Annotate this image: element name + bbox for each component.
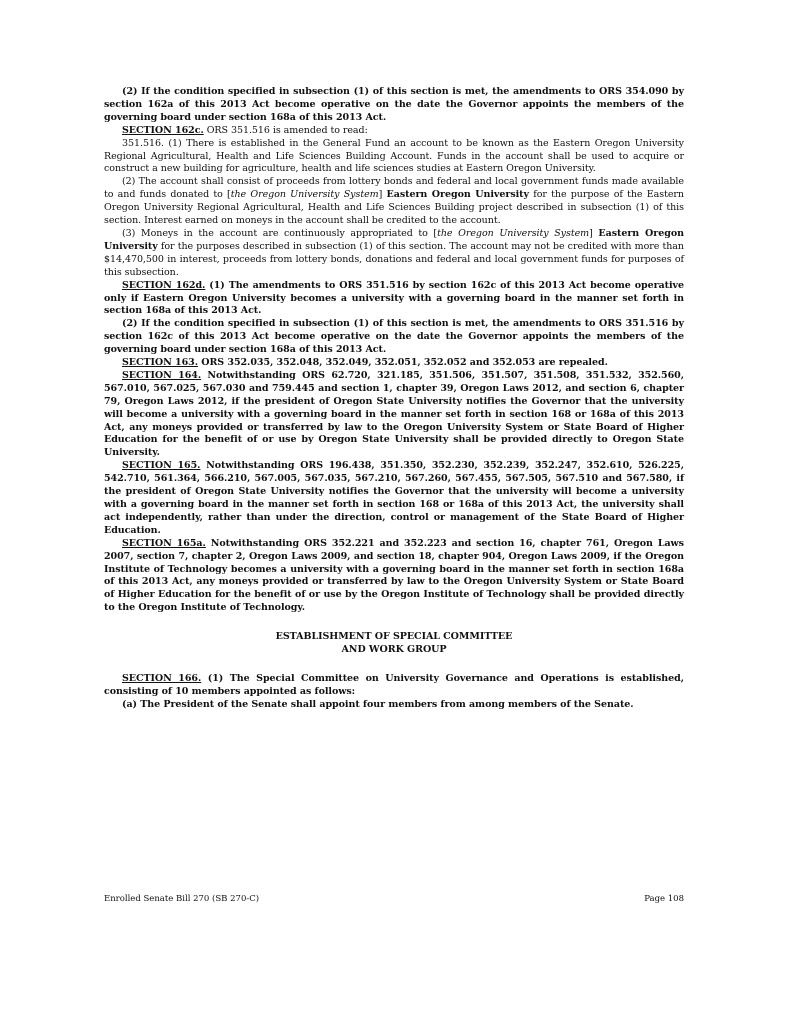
section-162d-para2: (2) If the condition specified in subsection (1) of this section is met, the amendments to ORS 351.516 by section 162c of this 2013 Act become operative on the date the Governor appoints the members of the governing board under section 168a of this 2013 Act.	[104, 318, 684, 356]
footer-page-number: Page 108	[644, 894, 684, 904]
sub2-text-a: (2) The account shall consist of proceeds from lottery bonds and federal and local government funds made available to and funds donated to [	[104, 176, 684, 201]
section-166-label: SECTION 166.	[122, 672, 202, 684]
section-164-text: Notwithstanding ORS 62.720, 321.185, 351.506, 351.507, 351.508, 351.532, 352.560, 567.010, 567.025, 567.030 and 759.445 and section 1, chapter 39, Oregon Laws 2012, and section 6, chapter 79, Oregon Laws 2012, if the president of Oregon State University notifies the Governor that the university will become a university with a governing board in the manner set forth in section 168 or 168a of this 2013 Act, any moneys provided or transferred by law to the Oregon University System or State Board of Higher Education for the benefit of or use by Oregon State University shall be provided directly to Oregon State University.	[104, 369, 685, 459]
sub2-deleted-text: the Oregon University System	[230, 189, 379, 201]
sub3-text-b: ]	[589, 227, 599, 239]
sub2-text-b: ]	[378, 189, 387, 201]
heading-line-1: ESTABLISHMENT OF SPECIAL COMMITTEE	[275, 631, 513, 643]
section-162c-intro	[104, 125, 684, 138]
section-162c-sub2	[104, 176, 684, 228]
section-162d-label: SECTION 162d.	[122, 279, 206, 291]
section-162c-sub3	[104, 228, 684, 280]
section-162d-para1	[104, 280, 684, 319]
section-165-label: SECTION 165.	[122, 460, 201, 472]
section-heading	[104, 631, 684, 657]
section-163-label: SECTION 163.	[122, 357, 198, 369]
section-165a-text: Notwithstanding ORS 352.221 and 352.223 and section 16, chapter 761, Oregon Laws 2007, section 7, chapter 2, Oregon Laws 2009, and section 18, chapter 904, Oregon Laws 2009, if the Oregon Institute of Technology becomes a university with a governing board in the manner set forth in section 168a of this 2013 Act, any moneys provided or transferred by law to the Oregon University System or State Board of Higher Education for the benefit of or use by the Oregon Institute of Technology shall be provided directly to the Oregon Institute of Technology.	[104, 537, 684, 614]
sub3-text-a: (3) Moneys in the account are continuously appropriated to [	[122, 227, 438, 239]
paragraph-162a-condition: (2) If the condition specified in subsection (1) of this section is met, the amendments to ORS 354.090 by section 162a of this 2013 Act become operative on the date the Governor appoints the members of the governing board under section 168a of this 2013 Act.	[104, 86, 684, 123]
section-164	[104, 370, 684, 460]
document-page	[104, 86, 684, 712]
sub3-text-c: for the purposes described in subsection (1) of this section. The account may not be credited with more than $14,470,500 in interest, proceeds from lottery bonds, donations and federal and local government funds for purposes of this subsection.	[104, 240, 684, 278]
section-163	[104, 357, 684, 370]
section-164-label: SECTION 164.	[122, 369, 202, 381]
section-165-text: Notwithstanding ORS 196.438, 351.350, 352.230, 352.239, 352.247, 352.610, 526.225, 542.710, 561.364, 566.210, 567.005, 567.035, 567.210, 567.260, 567.455, 567.505, 567.510 and 567.580, if the president of Oregon State University notifies the Governor that the university will become a university with a governing board in the manner set forth in section 168 or 168a of this 2013 Act, the university shall act independently, rather than under the direction, control or management of the State Board of Higher Education.	[104, 460, 684, 536]
section-166-para1	[104, 673, 684, 699]
footer-bill-name: Enrolled Senate Bill 270 (SB 270-C)	[104, 894, 260, 904]
sub2-inserted-text: Eastern Oregon University	[386, 189, 529, 201]
page-footer	[104, 894, 684, 908]
sub3-inserted-text: Eastern Oregon University	[104, 227, 684, 252]
sub3-deleted-text: the Oregon University System	[437, 227, 590, 239]
section-165a-label: SECTION 165a.	[122, 537, 206, 549]
section-166-para2: (a) The President of the Senate shall appoint four members from among members of the Senate.	[122, 698, 634, 710]
section-166-text1: (1) The Special Committee on University Governance and Operations is established, consisting of 10 members appointed as follows:	[104, 672, 684, 697]
section-162d-text1: (1) The amendments to ORS 351.516 by section 162c of this 2013 Act become operative only if Eastern Oregon University becomes a university with a governing board in the manner set forth in section 168a of this 2013 Act.	[104, 279, 684, 317]
section-162c-intro-text: ORS 351.516 is amended to read:	[203, 124, 368, 136]
section-163-text: ORS 352.035, 352.048, 352.049, 352.051, 352.052 and 352.053 are repealed.	[197, 357, 608, 369]
section-165a	[104, 538, 684, 615]
heading-line-2: AND WORK GROUP	[341, 644, 447, 656]
section-162c-label: SECTION 162c.	[122, 124, 204, 136]
sub2-text-c: for the purpose of the Eastern Oregon University Regional Agricultural, Health and Life Sciences Building project described in subsection (1) of this section. Interest earned on moneys in the account shall be credited to the account.	[104, 189, 684, 227]
section-165	[104, 460, 684, 537]
section-162c-sub1: 351.516. (1) There is established in the General Fund an account to be known as the Eastern Oregon University Regional Agricultural, Health and Life Sciences Building Account. Funds in the account shall be used to acquire or construct a new building for agriculture, health and life sciences studies at Eastern Oregon University.	[104, 137, 684, 175]
